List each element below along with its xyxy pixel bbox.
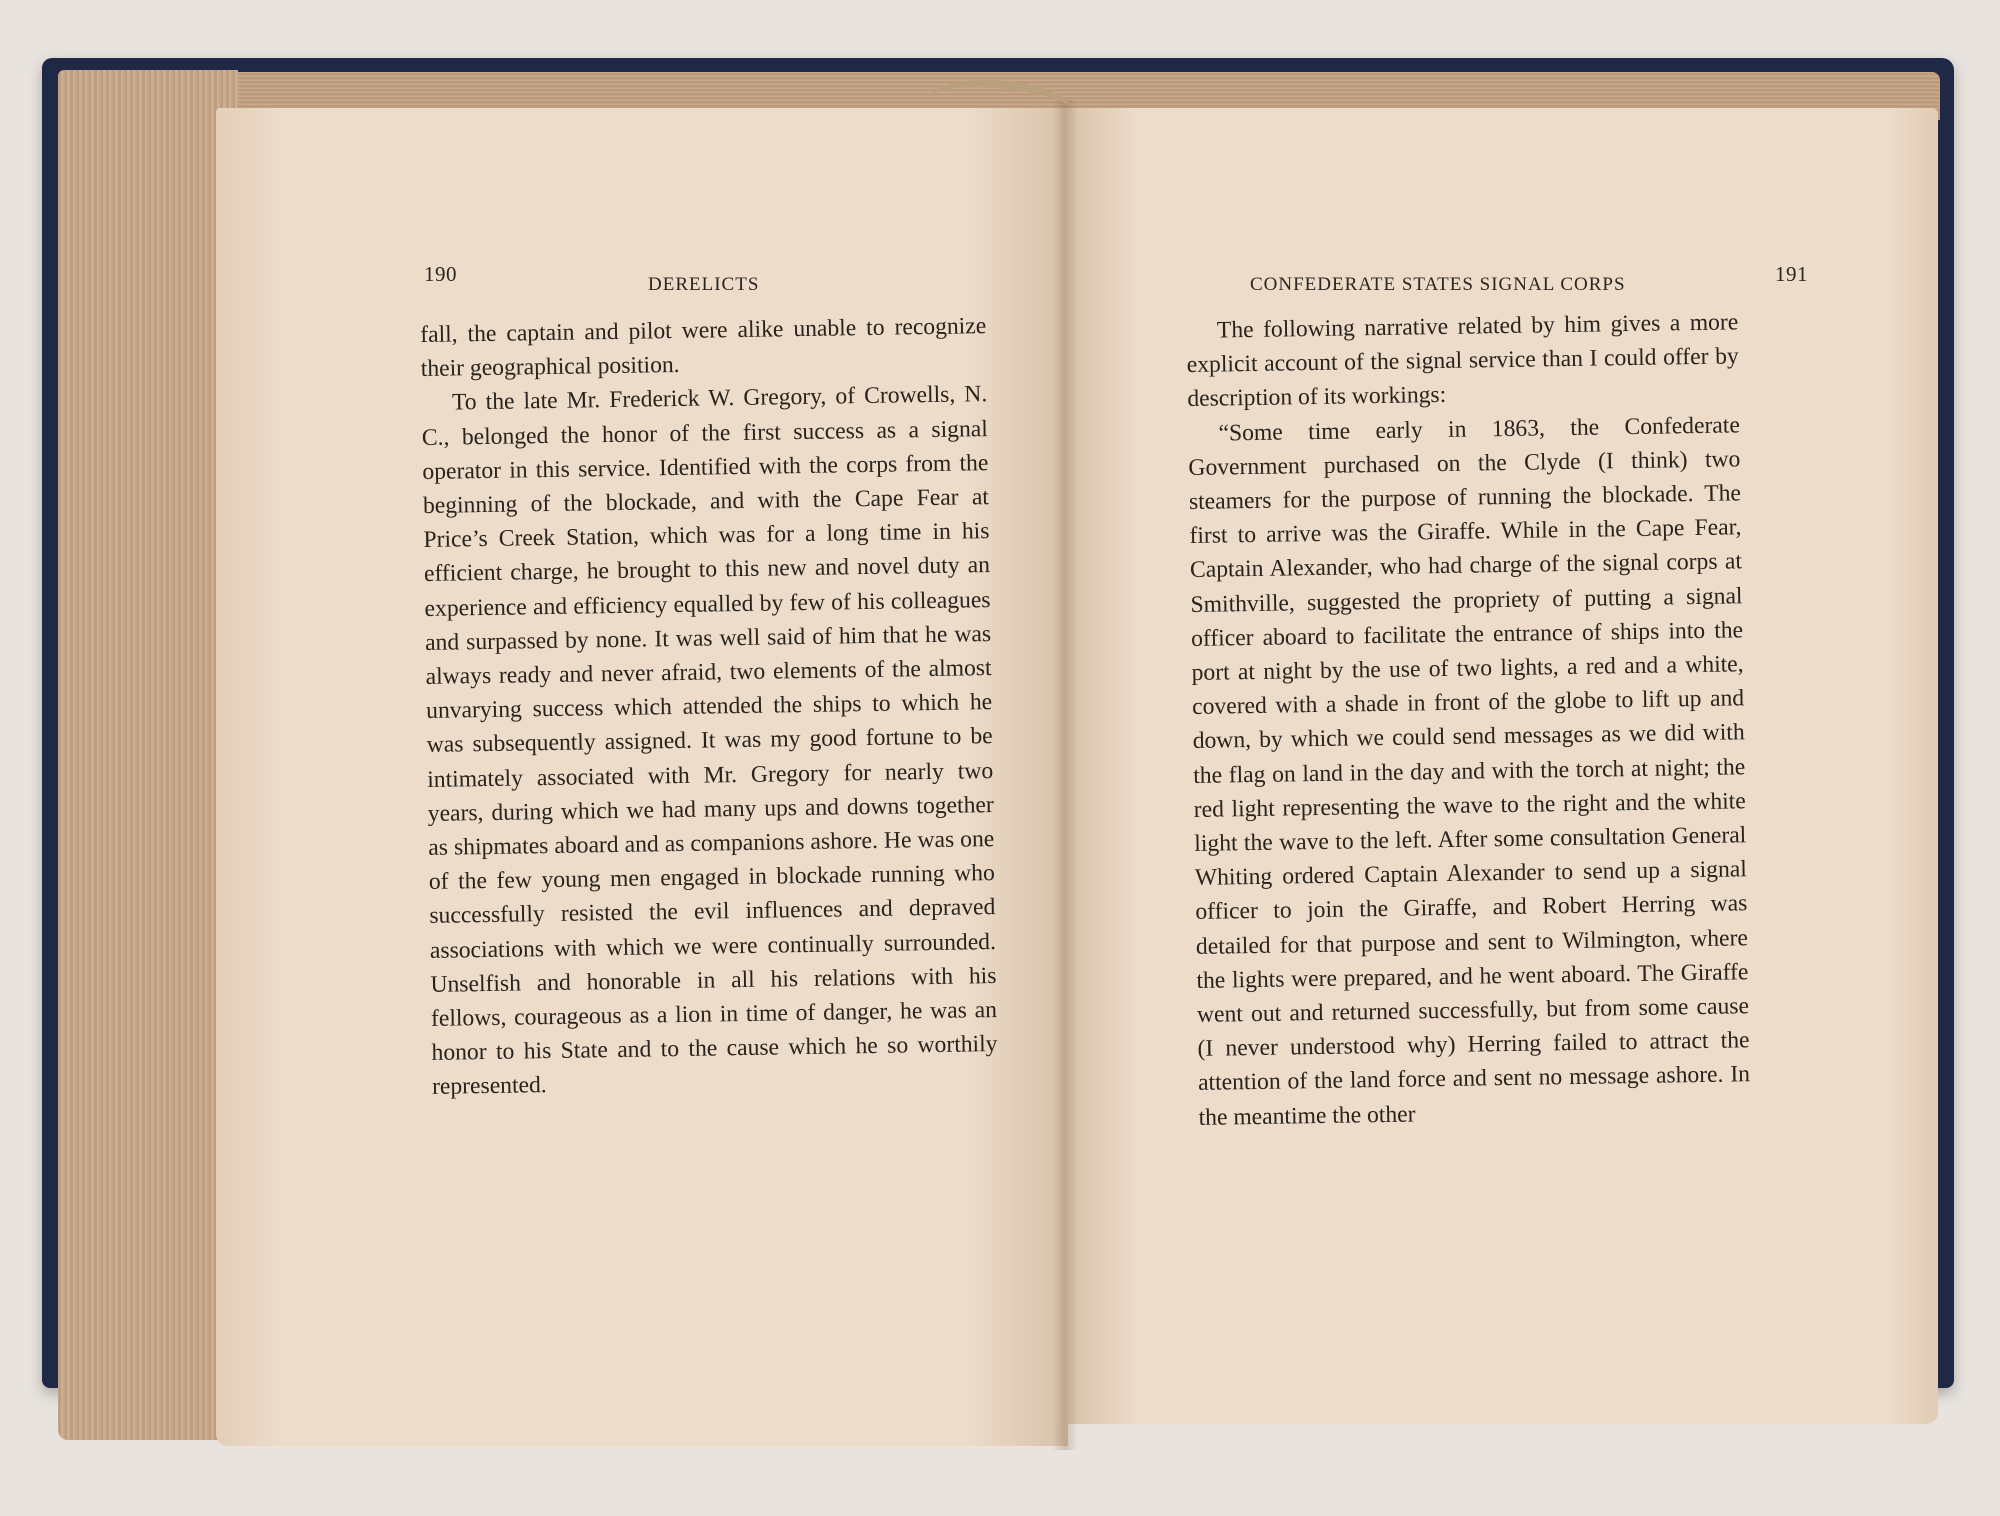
left-paragraph-1: fall, the captain and pilot were alike unable to recognize their geographical position. xyxy=(420,313,987,383)
left-paragraph-2: To the late Mr. Frederick W. Gregory, of Crowells, N. C., belonged the honor of the first success as a signal operator in this service. Identified with the corps from the beginning of the blockade, and with the Cape Fear at Price’s Creek Station, which was for a long time in his efficient charge, he brought to this new and novel duty an experience and efficiency equalled by few of his colleagues and surpassed by none. It was well said of him that he was always ready and never afraid, two elements of the almost unvarying success which attended the ships to which he was subsequently assigned. It was my good fortune to be intimately associated with Mr. Gregory for nearly two years, during which we had many ups and downs together as shipmates aboard and as companions ashore. He was one of the few young men engaged in blockade running who successfully resisted the evil influences and depraved associations with which we were continually surrounded. Unselfish and honorable in all his relations with his fellows, courageous as a lion in time of danger, he was an honor to his State and to the cause which he so worthily represented. xyxy=(421,381,998,1101)
right-page-text xyxy=(1186,305,1751,1134)
right-paragraph-1: The following narrative related by him gives a more explicit account of the signal service than I could offer by description of its workings: xyxy=(1186,309,1739,413)
right-paragraph-2: “Some time early in 1863, the Confederate Government purchased on the Clyde (I think) two steamers for the purpose of running the blockade. The first to arrive was the Giraffe. While in the Cape Fear, Captain Alexander, who had charge of the signal corps at Smithville, suggested the propriety of putting a signal officer aboard to facilitate the entrance of ships into the port at night by the use of two lights, a red and a white, covered with a shade in front of the globe to lift up and down, by which we could send messages as we did with the flag on land in the day and with the torch at night; the red light representing the wave to the right and the white light the wave to the left. After some consultation General Whiting ordered Captain Alexander to send up a signal officer to join the Giraffe, and Robert Herring was detailed for that purpose and sent to Wilmington, where the lights were prepared, and he went aboard. The Giraffe went out and returned successfully, but from some cause (I never understood why) Herring failed to attract the attention of the land force and sent no message ashore. In the meantime the other xyxy=(1188,411,1751,1131)
left-page-number: 190 xyxy=(424,262,457,286)
page-block-side-edge xyxy=(58,70,238,1440)
right-running-head: CONFEDERATE STATES SIGNAL CORPS xyxy=(1250,274,1626,295)
left-page-text xyxy=(420,309,998,1104)
left-running-head: DERELICTS xyxy=(648,274,760,295)
book-gutter xyxy=(1052,100,1078,1450)
right-page-number: 191 xyxy=(1775,262,1808,286)
